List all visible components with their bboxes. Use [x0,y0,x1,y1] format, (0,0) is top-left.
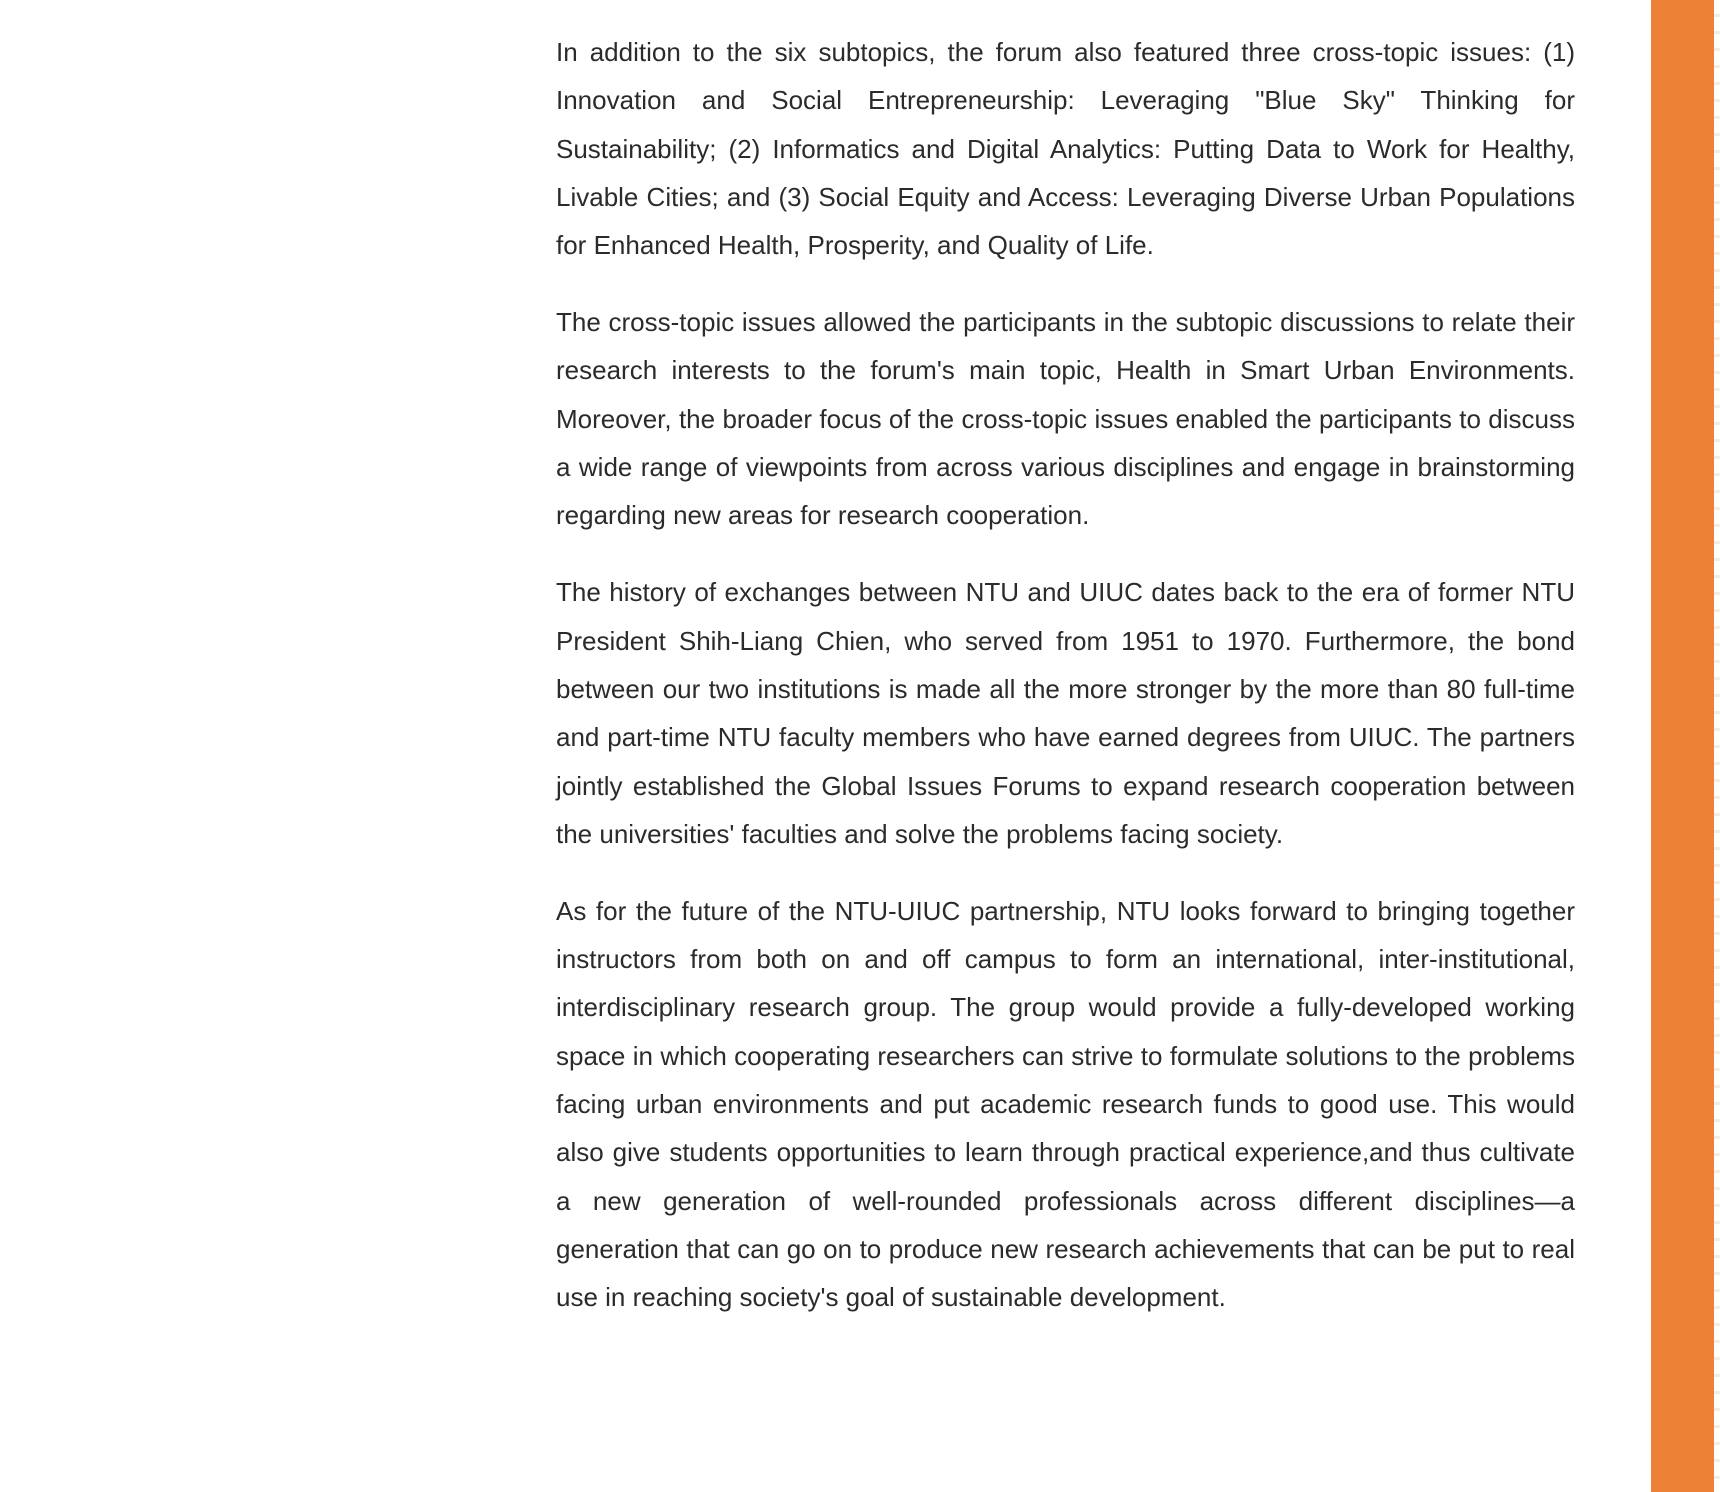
side-bar-edge-divider [1714,0,1720,1492]
article-body [556,28,1575,1350]
article-paragraph-exchange-history: The history of exchanges between NTU and UIUC dates back to the era of former NTU President Shih-Liang Chien, who served from 1951 to 1970. Furthermore, the bond between our two institutions is made all the more stronger by the more than 80 full-time and part-time NTU faculty members who have earned degrees from UIUC. The partners jointly established the Global Issues Forums to expand research cooperation between the universities' faculties and solve the problems facing society. [556,577,1575,849]
article-paragraph-partnership-future: As for the future of the NTU-UIUC partnership, NTU looks forward to bringing together instructors from both on and off campus to form an international, inter-institutional, interdisciplinary research group. The group would provide a fully-developed working space in which cooperating researchers can strive to formulate solutions to the problems facing urban environments and put academic research funds to good use. This would also give students opportunities to learn through practical experience,and thus cultivate a new generation of well-rounded professionals across different disciplines—a generation that can go on to produce new research achievements that can be put to real use in reaching society's goal of sustainable development. [556,895,1575,1313]
accent-side-bar [1651,0,1714,1492]
article-paragraph-cross-topic-benefits: The cross-topic issues allowed the participants in the subtopic discussions to relate their research interests to the forum's main topic, Health in Smart Urban Environments. Moreover, the broader focus of the cross-topic issues enabled the participants to discuss a wide range of viewpoints from across various disciplines and engage in brainstorming regarding new areas for research cooperation. [556,307,1575,531]
article-paragraph-cross-topic-issues: In addition to the six subtopics, the forum also featured three cross-topic issues: (1) Innovation and Social Entrepreneurship: Leveraging "Blue Sky" Thinking for Sustainability; (2) Informatics and Digital Analytics: Putting Data to Work for Healthy, Livable Cities; and (3) Social Equity and Access: Leveraging Diverse Urban Populations for Enhanced Health, Prosperity, and Quality of Life. [556,37,1575,261]
